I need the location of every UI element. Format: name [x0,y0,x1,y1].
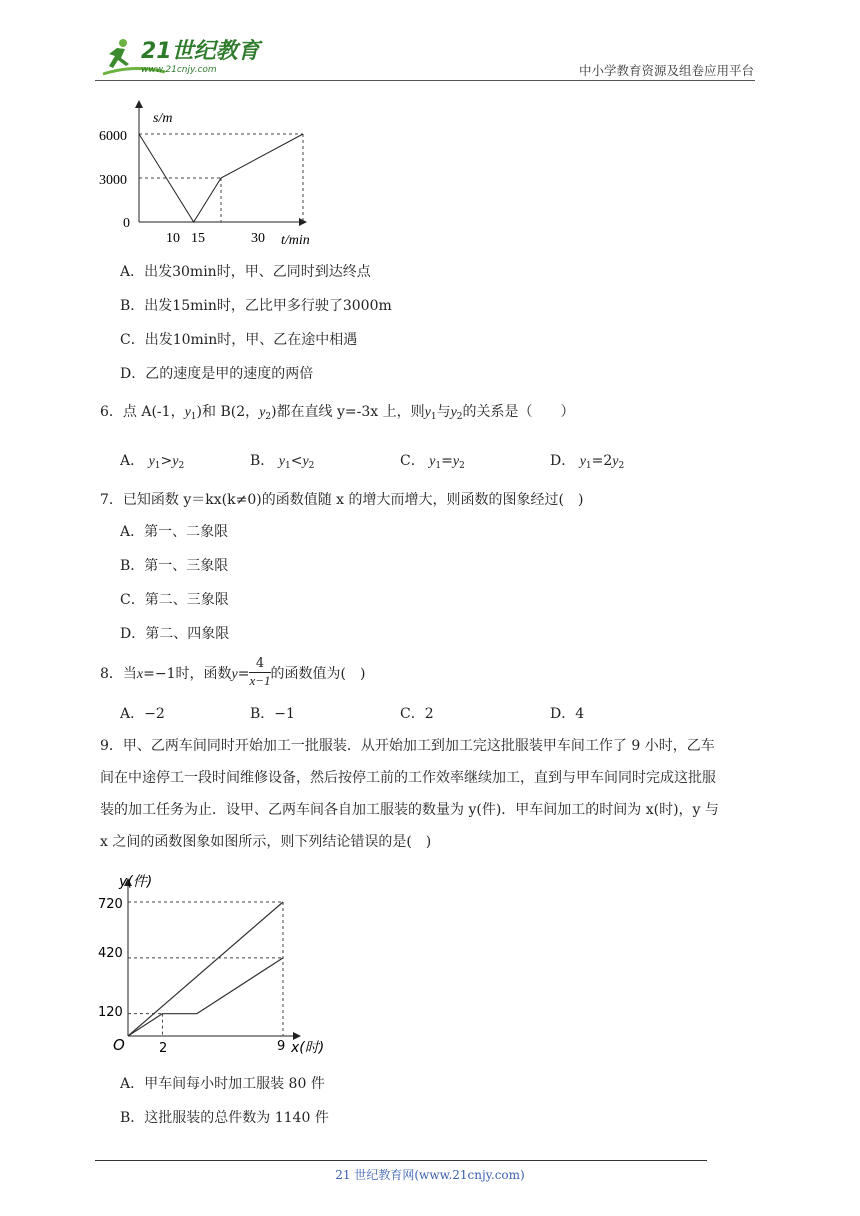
q7-stem: 7．已知函数 y＝kx(k≠0)的函数值随 x 的增大而增大，则函数的图象经过( ) [100,492,584,508]
distance-time-chart [95,98,335,250]
fraction: $\frac{4}{x-1}$ [249,655,271,688]
y-tick-label: 6000 [99,129,127,144]
q7-option-d: D．第二、四象限 [120,626,230,642]
q8-option-c: C．2 [400,706,434,722]
y-axis-label: s/m [153,111,173,126]
q5-option-c: C．出发10min时，甲、乙在途中相遇 [120,332,358,348]
x-tick-label: 9 [277,1039,286,1054]
x-tick-label: 15 [191,231,205,246]
q8-option-a: A．−2 [120,706,165,722]
runner-logo-icon [95,34,265,80]
logo-url: www.21cnjy.com [141,65,217,75]
workshop-a-line [128,902,283,1036]
y-tick-label: 0 [123,216,130,231]
x-tick-label: 2 [159,1041,168,1056]
x-axis-label: t/min [281,233,310,248]
q7-option-c: C．第二、三象限 [120,592,229,608]
production-chart [95,866,345,1060]
q7-option-b: B．第一、三象限 [120,558,229,574]
footer-divider [95,1160,707,1161]
site-logo [95,34,265,80]
x-axis-label: x(时) [291,1040,325,1056]
header-platform-name: 中小学教育资源及组卷应用平台 [578,63,754,78]
y-axis-label: y(件) [119,874,153,890]
origin-label: O [113,1036,125,1054]
q5-option-d: D．乙的速度是甲的速度的两倍 [120,366,314,382]
q8-option-d: D．4 [550,706,585,722]
footer-text: 21 世纪教育网(www.21cnjy.com) [335,1168,525,1182]
y-tick-label: 420 [98,946,123,961]
q5-option-b: B．出发15min时，乙比甲多行驶了3000m [120,298,392,314]
q9-option-b: B．这批服装的总件数为 1140 件 [120,1110,329,1126]
y-tick-label: 120 [98,1005,123,1020]
x-tick-label: 30 [251,231,265,246]
q6-option-b: B． $y_1<y_2$ [250,453,315,471]
q8-option-b: B．−1 [250,706,295,722]
q6-option-a: A． $y_1>y_2$ [120,453,185,471]
q5-option-a: A．出发30min时，甲、乙同时到达终点 [120,264,371,280]
y-tick-label: 3000 [99,173,127,188]
x-tick-label: 10 [166,231,180,246]
q9-stem: 9．甲、乙两车间同时开始加工一批服装．从开始加工到加工完这批服装甲车间工作了 9 小时，乙车 间在中途停工一段时间维修设备，然后按停工前的工作效率继续加工，直到与甲车间同时完成这批服 装的加工任务为止．设甲、乙两车间各自加工服装的数量为 y(件)．甲车间加工的时间为 x(时)，y 与 x 之间的函数图象如图所示，则下列结论错误的是( ) [100,738,719,850]
logo-text: 21世纪教育 [141,39,260,64]
q9-option-a: A．甲车间每小时加工服装 80 件 [120,1076,325,1092]
y-tick-label: 720 [98,897,123,912]
q6-stem: 6．点 A(-1，$y_1$)和 B(2，$y_2$)都在直线 y=-3x 上，则$y_1$与$y_2$的关系是（ ） [100,404,575,422]
q7-option-a: A．第一、二象限 [120,524,229,540]
header-divider [95,80,755,81]
q6-option-d: D． $y_1=2y_2$ [550,453,625,471]
q6-option-c: C． $y_1=y_2$ [400,453,465,471]
q8-stem: 8．当x=−1时，函数y= $\frac{4}{x-1}$ 的函数值为( ) [100,655,366,688]
